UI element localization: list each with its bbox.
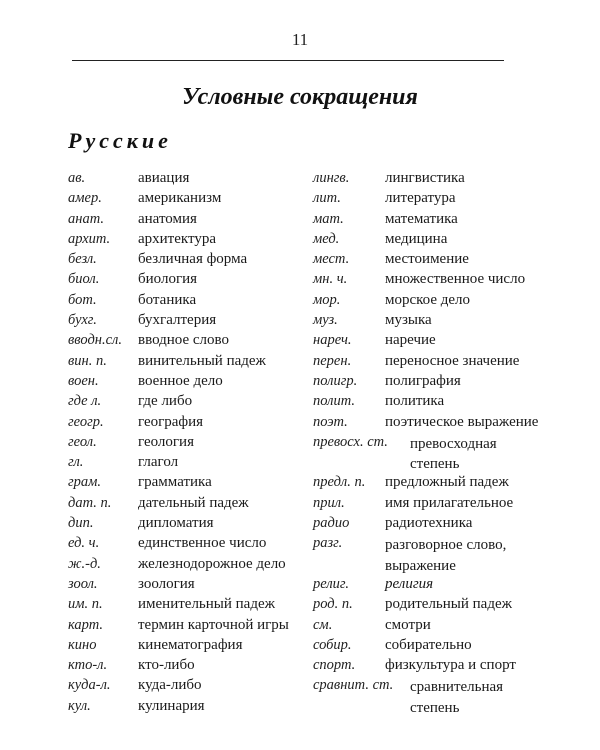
entry-abbr: безл.: [68, 251, 97, 268]
entry-abbr: мат.: [313, 210, 344, 227]
entry-row: [313, 474, 593, 494]
entry-row: [68, 292, 298, 312]
entry-meaning: кулинария: [138, 697, 205, 714]
entry-abbr: кино: [68, 636, 97, 653]
entry-row: [313, 495, 593, 515]
entry-meaning: разговорное слово, выражение: [385, 537, 507, 574]
section-heading: Русские: [68, 128, 172, 153]
entry-row: [68, 698, 298, 718]
entry-row: [68, 515, 298, 535]
entry-row: [313, 211, 593, 231]
entry-abbr: им. п.: [68, 596, 103, 613]
entry-row: [313, 231, 593, 251]
entry-row: [313, 251, 593, 271]
entry-meaning: лингвистика: [385, 170, 465, 186]
entry-abbr: ед. ч.: [68, 535, 100, 552]
entry-meaning: глагол: [138, 454, 179, 471]
entry-abbr: дип.: [68, 515, 94, 532]
entry-abbr: биол.: [68, 271, 100, 288]
entry-row: [313, 657, 593, 677]
entry-row: [313, 535, 593, 576]
entry-meaning: предложный падеж: [385, 474, 509, 491]
entry-row: [68, 454, 298, 474]
entry-meaning: морское дело: [385, 291, 471, 308]
entry-meaning: наречие: [385, 332, 436, 349]
entry-meaning: безличная форма: [138, 251, 248, 268]
entry-meaning: железнодорожное дело: [138, 555, 286, 572]
entry-abbr: ж.-д.: [68, 555, 101, 572]
entry-meaning: зоология: [138, 575, 195, 592]
entry-row: [68, 657, 298, 677]
entry-abbr: амер.: [68, 190, 102, 207]
entry-meaning: американизм: [138, 190, 222, 207]
entry-abbr: геол.: [68, 433, 97, 450]
entry-row: [313, 515, 593, 535]
entry-row: [68, 251, 298, 271]
entry-abbr: мед.: [313, 230, 340, 247]
entry-meaning: винительный падеж: [138, 352, 266, 369]
entry-abbr: вин. п.: [68, 352, 107, 369]
entry-abbr: где л.: [68, 393, 102, 410]
entry-abbr: вводн.сл.: [68, 332, 122, 349]
entry-abbr: собир.: [313, 636, 352, 653]
entry-meaning: кто-либо: [138, 657, 195, 674]
entry-row: [313, 637, 593, 657]
entry-abbr: гл.: [68, 454, 84, 471]
entry-abbr: превосх. ст.: [313, 433, 388, 450]
entry-row: [68, 535, 298, 555]
entry-abbr: архит.: [68, 230, 111, 247]
entry-abbr: прил.: [313, 494, 345, 511]
entry-abbr: мор.: [313, 291, 341, 308]
entry-meaning: анатомия: [138, 210, 197, 227]
entry-row: [313, 393, 593, 413]
entry-abbr: см.: [313, 616, 333, 633]
entry-meaning: литература: [385, 190, 456, 207]
entry-meaning: сравнительная степень: [410, 679, 504, 716]
entry-abbr: нареч.: [313, 332, 352, 349]
entry-row: [68, 373, 298, 393]
entry-abbr: грам.: [68, 474, 102, 491]
entry-meaning: куда-либо: [138, 677, 202, 694]
entry-abbr: религ.: [313, 575, 349, 592]
entry-meaning: единственное число: [138, 535, 267, 552]
entry-meaning: родительный падеж: [385, 596, 512, 613]
entry-row: [68, 495, 298, 515]
entry-abbr: воен.: [68, 372, 99, 389]
entry-row: [68, 414, 298, 434]
abbreviation-column-left: [68, 170, 298, 718]
entry-meaning: собирательно: [385, 636, 472, 653]
entry-row: [68, 596, 298, 616]
entry-row: [313, 617, 593, 637]
page-number: 11: [291, 30, 309, 49]
entry-meaning: термин карточной игры: [138, 616, 289, 633]
entry-abbr: сравнит. ст.: [313, 677, 394, 694]
entry-meaning: множественное число: [385, 271, 526, 288]
entry-row: [68, 332, 298, 352]
entry-meaning: вводное слово: [138, 332, 230, 349]
entry-meaning: радиотехника: [385, 515, 473, 532]
entry-meaning: военное дело: [138, 372, 223, 389]
entry-abbr: мест.: [313, 251, 350, 268]
entry-abbr: спорт.: [313, 657, 356, 674]
entry-row: [68, 474, 298, 494]
entry-meaning: авиация: [138, 170, 190, 186]
entry-meaning: превосходная степень: [410, 435, 497, 473]
entry-abbr: род. п.: [313, 596, 353, 613]
entry-row: [68, 434, 298, 454]
entry-row: [313, 292, 593, 312]
entry-meaning: кинематография: [138, 636, 243, 653]
entry-row: [68, 637, 298, 657]
entry-row: [68, 576, 298, 596]
entry-meaning: музыка: [385, 312, 432, 329]
entry-meaning: религия: [385, 575, 434, 592]
entry-row: [313, 373, 593, 393]
entry-row: [68, 231, 298, 251]
entry-meaning: именительный падеж: [138, 596, 275, 613]
entry-abbr: ав.: [68, 170, 86, 186]
entry-abbr: куда-л.: [68, 677, 111, 694]
entry-meaning: полиграфия: [385, 372, 461, 389]
entry-row: [313, 312, 593, 332]
entry-row: [68, 556, 298, 576]
entry-abbr: геогр.: [68, 413, 104, 430]
entry-meaning: бухгалтерия: [138, 312, 217, 329]
entry-row: [313, 271, 593, 291]
entry-row: [313, 576, 593, 596]
entry-abbr: анат.: [68, 210, 104, 227]
abbreviation-column-right: [313, 170, 593, 718]
entry-row: [68, 190, 298, 210]
entry-row: [313, 332, 593, 352]
entry-meaning: физкультура и спорт: [385, 657, 516, 674]
entry-row: [68, 211, 298, 231]
entry-meaning: математика: [385, 210, 458, 227]
entry-abbr: мн. ч.: [313, 271, 348, 288]
entry-meaning: ботаника: [138, 291, 197, 308]
entry-row: [68, 312, 298, 332]
entry-meaning: политика: [385, 393, 445, 410]
entry-abbr: зоол.: [68, 575, 98, 592]
entry-abbr: перен.: [313, 352, 352, 369]
entry-row: [313, 596, 593, 616]
entry-abbr: бухг.: [68, 312, 97, 329]
entry-abbr: карт.: [68, 616, 104, 633]
entry-abbr: полигр.: [313, 372, 358, 389]
entry-abbr: бот.: [68, 291, 97, 308]
entry-abbr: разг.: [313, 535, 343, 552]
entry-abbr: кто-л.: [68, 657, 108, 674]
entry-row: [313, 190, 593, 210]
entry-abbr: муз.: [313, 312, 338, 329]
entry-row: [313, 414, 593, 434]
entry-abbr: радио: [313, 515, 350, 532]
entry-row: [313, 353, 593, 373]
entry-meaning: дипломатия: [138, 515, 214, 532]
entry-row: [313, 170, 593, 190]
entry-row: [68, 677, 298, 697]
entry-meaning: местоимение: [385, 251, 469, 268]
entry-row: [68, 170, 298, 190]
entry-meaning: архитектура: [138, 230, 217, 247]
entry-abbr: дат. п.: [68, 494, 112, 511]
entry-meaning: дательный падеж: [138, 494, 249, 511]
entry-abbr: поэт.: [313, 413, 348, 430]
entry-row: [68, 617, 298, 637]
entry-meaning: смотри: [385, 616, 431, 633]
entry-meaning: медицина: [385, 230, 448, 247]
entry-meaning: где либо: [138, 393, 193, 410]
entry-meaning: геология: [138, 433, 194, 450]
entry-abbr: предл. п.: [313, 474, 366, 491]
entry-meaning: география: [138, 413, 204, 430]
entry-row: [313, 677, 593, 718]
entry-row: [313, 434, 593, 475]
entry-row: [68, 393, 298, 413]
entry-abbr: лит.: [313, 190, 341, 207]
entry-abbr: лингв.: [313, 170, 350, 186]
entry-meaning: поэтическое выражение: [385, 413, 539, 430]
entry-abbr: кул.: [68, 697, 91, 714]
entry-meaning: переносное значение: [385, 352, 520, 369]
entry-meaning: биология: [138, 271, 198, 288]
entry-meaning: имя прилагательное: [385, 494, 514, 511]
header-rule: [72, 60, 504, 61]
entry-row: [68, 271, 298, 291]
entry-meaning: грамматика: [138, 474, 212, 491]
entry-row: [68, 353, 298, 373]
entry-abbr: полит.: [313, 393, 355, 410]
page-title: Условные сокращения: [182, 84, 418, 110]
